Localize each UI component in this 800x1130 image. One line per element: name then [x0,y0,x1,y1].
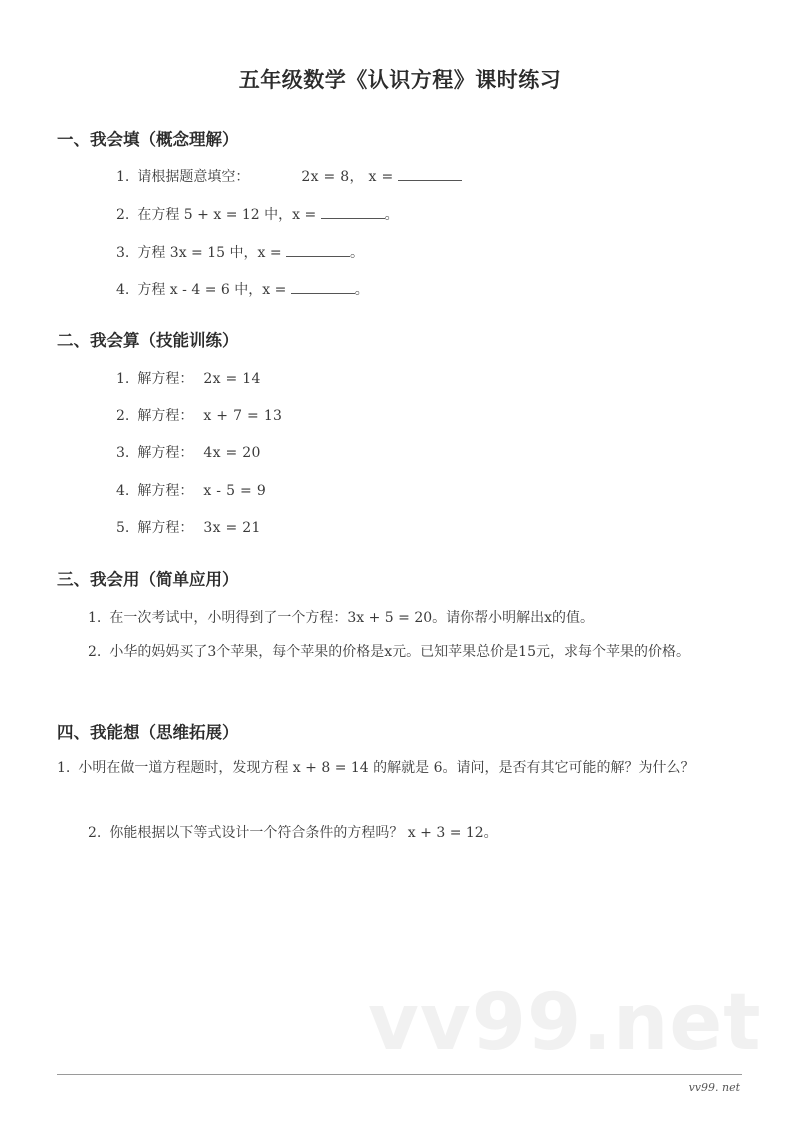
question-text: 方程 x - 4 = 6 中，x = [137,282,291,298]
question-fill-1 [116,166,462,186]
question-number: 2. [88,644,102,660]
question-calc-3 [116,442,261,462]
question-number: 1. [88,610,102,626]
question-text: 小华的妈妈买了3个苹果，每个苹果的价格是x元。已知苹果总价是15元，求每个苹果的价格。 [109,644,690,660]
question-apply-2 [57,639,752,666]
question-label: 解方程： [137,520,194,536]
section-heading-think: 四、我能想（思维拓展） [57,723,239,742]
question-text: 在方程 5 + x = 12 中，x = [137,207,321,223]
question-label: 解方程： [137,371,194,387]
question-apply-1 [88,607,594,627]
question-equation: x + 7 = 13 [203,408,283,424]
question-number: 1. [116,169,130,185]
question-number: 2. [88,825,102,841]
question-calc-5 [116,517,261,537]
question-fill-4 [116,279,369,299]
answer-blank[interactable] [398,168,462,181]
question-calc-4 [116,480,266,500]
page-title: 五年级数学《认识方程》课时练习 [238,68,562,92]
footer-divider [57,1074,742,1075]
answer-blank[interactable] [291,281,355,294]
question-think-2 [88,822,498,842]
question-suffix: 。 [350,245,365,261]
question-number: 3. [116,245,130,261]
question-calc-1 [116,368,261,388]
question-equation: 3x = 21 [203,520,261,536]
answer-blank[interactable] [286,244,350,257]
question-number: 4. [116,483,130,499]
question-number: 1. [57,760,71,776]
section-heading-apply: 三、我会用（简单应用） [57,570,239,589]
question-number: 5. [116,520,130,536]
question-label: 解方程： [137,408,194,424]
answer-blank[interactable] [321,206,385,219]
question-number: 1. [116,371,130,387]
question-text: 方程 3x = 15 中，x = [137,245,287,261]
question-text: 请根据题意填空： [137,169,250,185]
question-equation: 2x = 8， x = [301,169,399,185]
question-equation: 4x = 20 [203,445,261,461]
question-text: 小明在做一道方程题时，发现方程 x + 8 = 14 的解就是 6。请问，是否有其它可能的解？为什么？ [78,760,695,776]
question-label: 解方程： [137,483,194,499]
question-number: 4. [116,282,130,298]
watermark: vv99.net [368,978,762,1068]
question-calc-2 [116,405,282,425]
question-number: 2. [116,207,130,223]
question-text: 你能根据以下等式设计一个符合条件的方程吗？ x + 3 = 12。 [109,825,498,841]
footer-site-label: vv99. net [688,1081,740,1094]
question-fill-3 [116,242,364,262]
question-fill-2 [116,204,399,224]
question-equation: 2x = 14 [203,371,261,387]
question-number: 3. [116,445,130,461]
section-heading-fill: 一、我会填（概念理解） [57,130,239,149]
question-think-1 [57,755,752,782]
question-label: 解方程： [137,445,194,461]
question-suffix: 。 [384,207,399,223]
question-text: 在一次考试中，小明得到了一个方程：3x + 5 = 20。请你帮小明解出x的值。 [109,610,595,626]
question-number: 2. [116,408,130,424]
question-suffix: 。 [354,282,369,298]
question-equation: x - 5 = 9 [203,483,267,499]
section-heading-calc: 二、我会算（技能训练） [57,331,239,350]
